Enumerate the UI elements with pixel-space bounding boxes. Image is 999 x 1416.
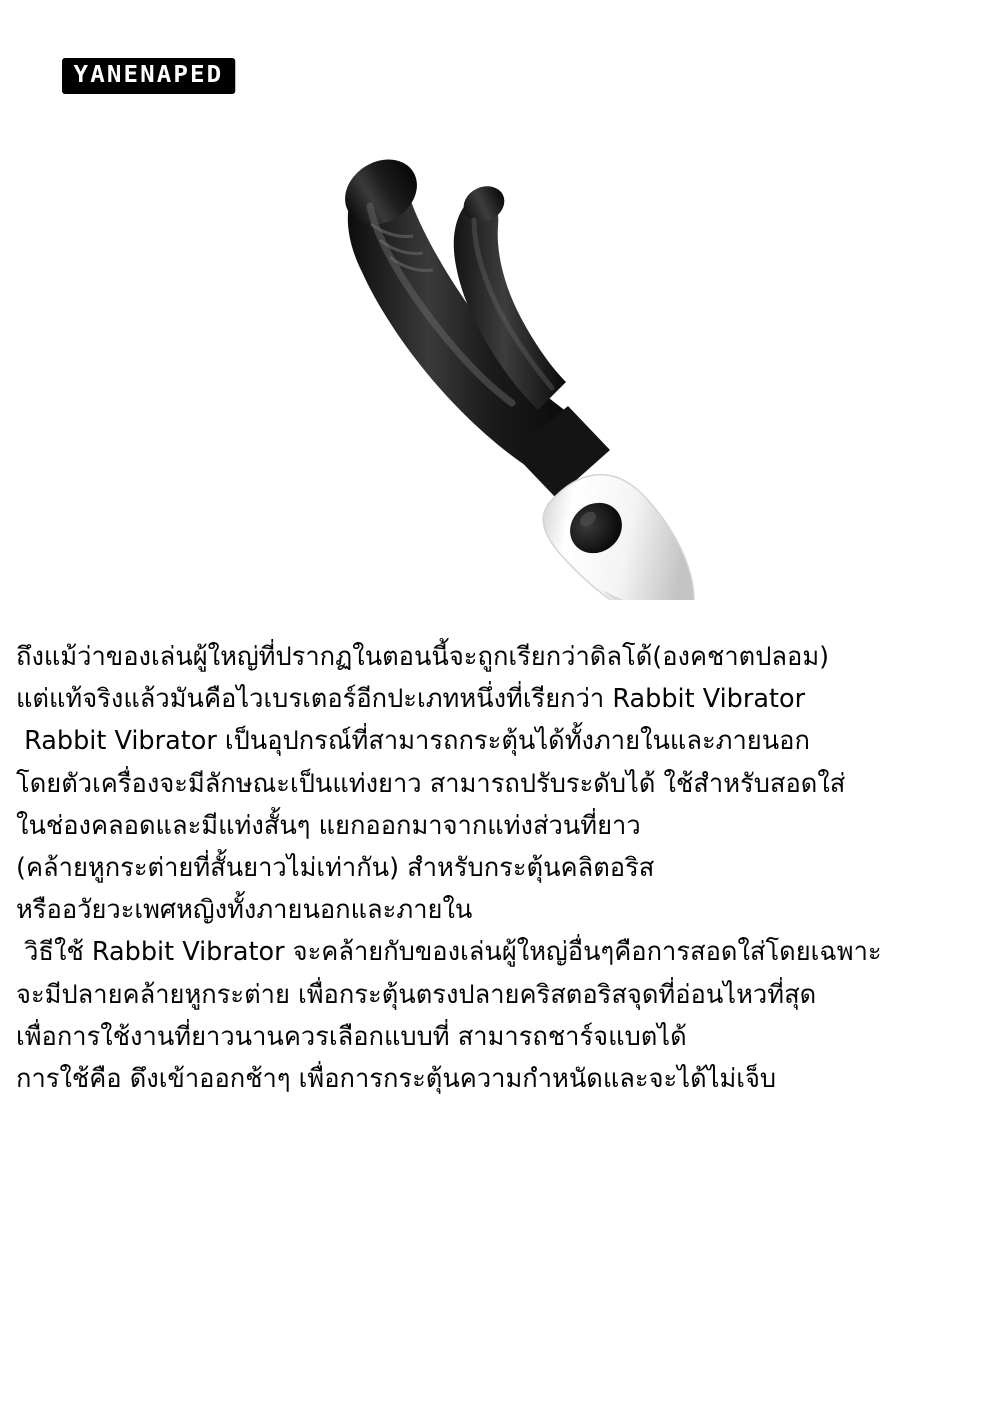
product-image-figure xyxy=(0,110,999,610)
paragraph-4: โดยตัวเครื่องจะมีลักษณะเป็นแท่งยาว สามารถปรับระดับได้ ใช้สำหรับสอดใส่ xyxy=(16,768,846,799)
paragraph-10: เพื่อการใช้งานที่ยาวนานควรเลือกแบบที่ สามารถชาร์จแบตได้ xyxy=(16,1021,687,1052)
paragraph-11: การใช้คือ ดึงเข้าออกช้าๆ เพื่อการกระตุ้นความกำหนัดและจะได้ไม่เจ็บ xyxy=(16,1063,777,1094)
paragraph-1: ถึงแม้ว่าของเล่นผู้ใหญ่ที่ปรากฏในตอนนี้จะถูกเรียกว่าดิลโด้(องคชาตปลอม) xyxy=(16,642,830,672)
article-body xyxy=(0,640,999,1104)
paragraph-5: ในช่องคลอดและมีแท่งสั้นๆ แยกออกมาจากแท่งส่วนที่ยาว xyxy=(16,810,641,841)
paragraph-9: จะมีปลายคล้ายหูกระต่าย เพื่อกระตุ้นตรงปลายคริสตอริสจุดที่อ่อนไหวที่สุด xyxy=(16,979,817,1010)
paragraph-7: หรืออวัยวะเพศหญิงทั้งภายนอกและภายใน xyxy=(16,895,473,926)
paragraph-3: Rabbit Vibrator เป็นอุปกรณ์ที่สามารถกระตุ้นได้ทั้งภายในและภายนอก xyxy=(16,726,810,757)
paragraph-8: วิธีใช้ Rabbit Vibrator จะคล้ายกับของเล่นผู้ใหญ่อื่นๆคือการสอดใส่โดยเฉพาะ xyxy=(16,937,882,968)
site-logo-watermark: YANENAPED xyxy=(62,58,235,94)
paragraph-6: (คล้ายหูกระต่ายที่สั้นยาวไม่เท่ากัน) สำหรับกระตุ้นคลิตอริส xyxy=(16,852,655,883)
paragraph-2: แต่แท้จริงแล้วมันคือไวเบรเตอร์อีกปะเภทหนึ่งที่เรียกว่า Rabbit Vibrator xyxy=(16,684,806,715)
rabbit-vibrator-product-photo xyxy=(250,120,750,600)
